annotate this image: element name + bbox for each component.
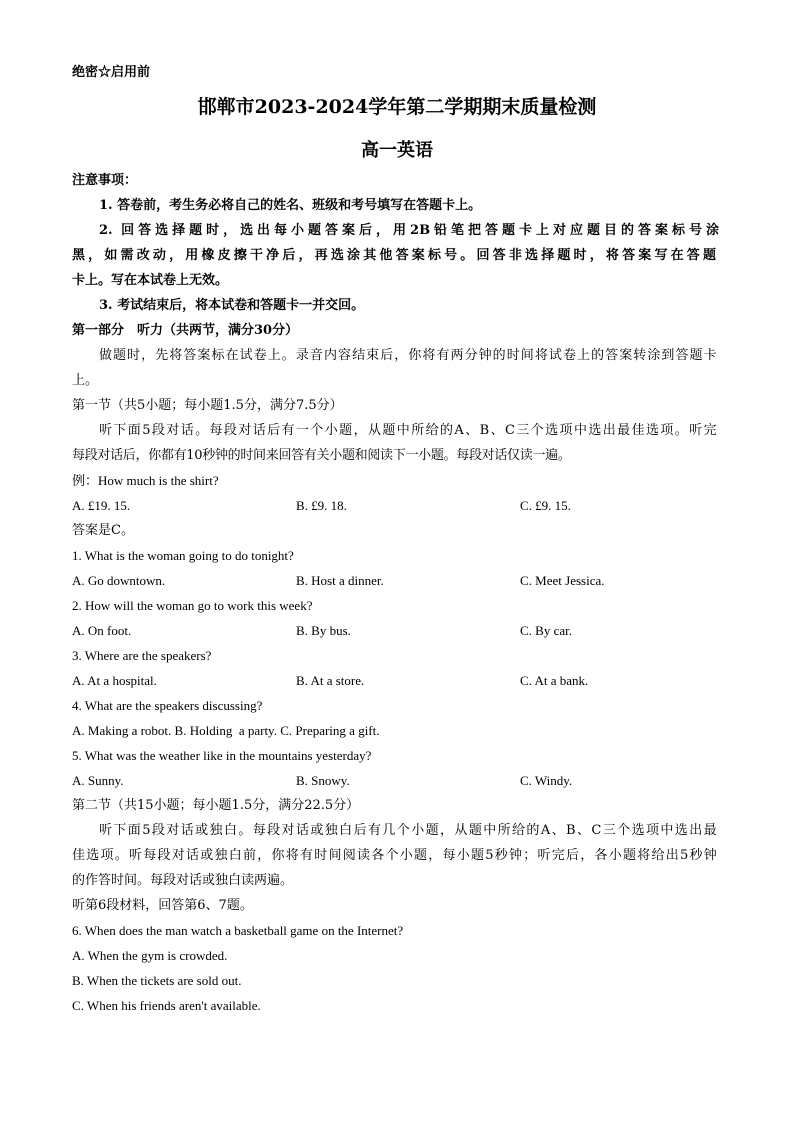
question-2-option-b: B. By bus. — [296, 623, 351, 638]
question-1-option-c: C. Meet Jessica. — [520, 573, 605, 588]
question-2-option-c: C. By car. — [520, 623, 572, 638]
question-2-option-a: A. On foot. — [72, 623, 132, 638]
note-item-1: 1. 答卷前，考生务必将自己的姓名、班级和考号填写在答题卡上。 — [99, 198, 482, 213]
question-5-option-a: A. Sunny. — [72, 773, 124, 788]
question-5-option-c: C. Windy. — [520, 773, 573, 788]
secret-mark: 绝密☆启用前 — [72, 65, 151, 80]
section2-heading: 第二节（共15小题；每小题1.5分，满分22.5分） — [72, 798, 360, 813]
question-4: 4. What are the speakers discussing? — [72, 698, 263, 713]
question-6-option-b: B. When the tickets are sold out. — [72, 973, 242, 988]
question-3-option-b: B. At a store. — [296, 673, 365, 688]
question-6-option-a: A. When the gym is crowded. — [72, 948, 228, 963]
question-3-option-c: C. At a bank. — [520, 673, 589, 688]
note-item-3: 3. 考试结束后，将本试卷和答题卡一并交回。 — [99, 298, 365, 313]
note-item-2-line-3: 卡上。写在本试卷上无效。 — [72, 273, 229, 288]
material-6-instruction: 听第6段材料，回答第6、7题。 — [72, 898, 253, 913]
note-item-2-line-2: 黑，如需改动，用橡皮擦干净后，再选涂其他答案标号。回答非选择题时，将答案写在答题 — [72, 248, 716, 263]
question-1-option-a: A. Go downtown. — [72, 573, 166, 588]
page-subtitle: 高一英语 — [361, 140, 433, 161]
question-5: 5. What was the weather like in the mountains yesterday? — [72, 748, 372, 763]
question-1: 1. What is the woman going to do tonight? — [72, 548, 294, 563]
question-1-option-b: B. Host a dinner. — [296, 573, 384, 588]
example-option-a: A. £19. 15. — [72, 498, 131, 513]
example-answer: 答案是C。 — [72, 523, 134, 538]
question-3-option-a: A. At a hospital. — [72, 673, 157, 688]
section2-instruction-line-2: 佳选项。听每段对话或独白前，你将有时间阅读各个小题，每小题5秒钟；听完后，各小题将给出5秒钟 — [72, 848, 716, 863]
question-6-option-c: C. When his friends aren't available. — [72, 998, 261, 1013]
section2-instruction-line-1: 听下面5段对话或独白。每段对话或独白后有几个小题，从题中所给的A、B、C三个选项中选出最 — [99, 823, 716, 838]
example-option-b: B. £9. 18. — [296, 498, 347, 513]
question-6: 6. When does the man watch a basketball game on the Internet? — [72, 923, 404, 938]
note-item-2-line-1: 2. 回答选择题时，选出每小题答案后，用2B铅笔把答题卡上对应题目的答案标号涂 — [99, 223, 719, 238]
question-3: 3. Where are the speakers? — [72, 648, 212, 663]
question-5-option-b: B. Snowy. — [296, 773, 350, 788]
page-title: 邯郸市2023-2024学年第二学期期末质量检测 — [197, 96, 597, 118]
part1-heading: 第一部分 听力（共两节，满分30分） — [72, 323, 299, 338]
notes-heading: 注意事项： — [72, 173, 138, 188]
question-4-options: A. Making a robot. B. Holding a party. C. Preparing a gift. — [72, 723, 380, 738]
section1-instruction-line-1: 听下面5段对话。每段对话后有一个小题，从题中所给的A、B、C三个选项中选出最佳选项。听完 — [99, 423, 716, 438]
section1-instruction-line-2: 每段对话后，你都有10秒钟的时间来回答有关小题和阅读下一小题。每段对话仅读一遍。 — [72, 448, 571, 463]
part1-intro-line-1: 做题时，先将答案标在试卷上。录音内容结束后，你将有两分钟的时间将试卷上的答案转涂到答题卡 — [99, 348, 716, 363]
example-option-c: C. £9. 15. — [520, 498, 571, 513]
example-question: 例：How much is the shirt? — [72, 473, 219, 488]
part1-intro-line-2: 上。 — [72, 373, 99, 388]
question-2: 2. How will the woman go to work this week? — [72, 598, 313, 613]
section1-heading: 第一节（共5小题；每小题1.5分，满分7.5分） — [72, 398, 343, 413]
section2-instruction-line-3: 的作答时间。每段对话或独白读两遍。 — [72, 873, 294, 888]
